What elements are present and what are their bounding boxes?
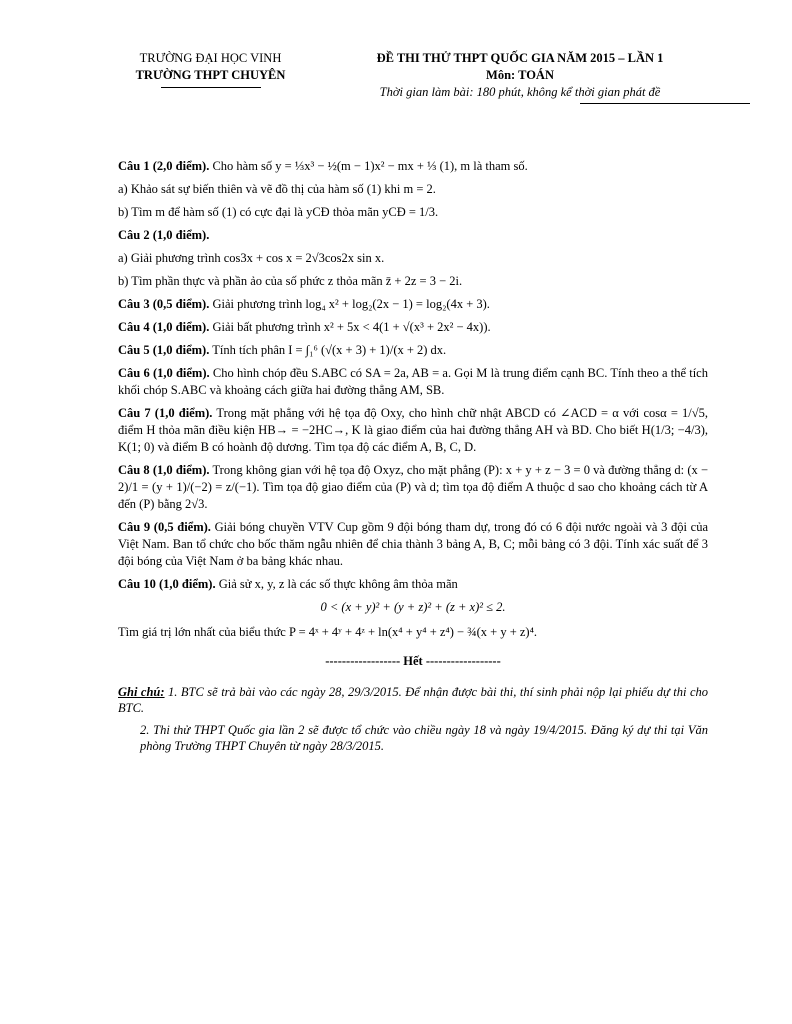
question-text: b) Tìm phần thực và phần ảo của số phức z thỏa mãn z̄ + 2z = 3 − 2i. [118, 274, 463, 288]
question-label: Câu 4 (1,0 điểm). [118, 320, 210, 334]
question-item [118, 319, 708, 336]
question-item [118, 250, 708, 267]
q10-task: Tìm giá trị lớn nhất của biểu thức P = 4ˣ + 4ʸ + 4ᶻ + ln(x⁴ + y⁴ + z⁴) − ¾(x + y + z)⁴. [118, 625, 538, 639]
question-label: Câu 2 (1,0 điểm). [118, 228, 210, 242]
question-label: Câu 6 (1,0 điểm). [118, 366, 210, 380]
note-2: 2. Thi thử THPT Quốc gia lần 2 sẽ được tổ chức vào chiều ngày 18 và ngày 19/4/2015. Đăng ký dự thi tại Văn phòng Trường THPT Chuyên từ ngày 28/3/2015. [140, 723, 708, 753]
question-text: Giả sử x, y, z là các số thực không âm thỏa mãn [215, 577, 458, 591]
notes-label: Ghi chú: [118, 685, 165, 699]
question-text: Giải bất phương trình x² + 5x < 4(1 + √(x³ + 2x² − 4x)). [209, 320, 491, 334]
end-mark: ------------------ Hết ------------------ [325, 654, 501, 668]
notes-section [118, 684, 708, 754]
note-1-text: 1. BTC sẽ trả bài vào các ngày 28, 29/3/2015. Để nhận được bài thi, thí sinh phải nộp lại phiếu dự thi cho BTC. [118, 685, 708, 715]
exam-title: ĐỀ THI THỬ THPT QUỐC GIA NĂM 2015 – LẦN 1 [376, 51, 664, 65]
question-text: Tính tích phân I = ∫₁⁶ (√(x + 3) + 1)/(x + 2) dx. [209, 343, 447, 357]
question-text: b) Tìm m để hàm số (1) có cực đại là yCĐ thỏa mãn yCĐ = 1/3. [118, 205, 439, 219]
question-text: Trong mặt phẳng với hệ tọa độ Oxy, cho hình chữ nhật ABCD có ∠ACD = α với cosα = 1/√5, điểm H thỏa mãn điều kiện HB→ = −2HC→, K là giao điểm của hai đường thẳng AH và BD. Cho biết H(1/3; −4/3), K(1; 0) và điểm B có hoành độ dương. Tìm tọa độ các điểm A, B, C, D. [118, 406, 708, 454]
question-item [118, 181, 708, 198]
note-1 [118, 684, 708, 716]
question-item [118, 227, 708, 244]
question-text: Cho hình chóp đều S.ABC có SA = 2a, AB = a. Gọi M là trung điểm cạnh BC. Tính theo a thể tích khối chóp S.ABC và khoảng cách giữa hai đường thẳng AM, SB. [118, 366, 708, 397]
question-label: Câu 5 (1,0 điểm). [118, 343, 210, 357]
question-item [118, 462, 708, 513]
question-text: Trong không gian với hệ tọa độ Oxyz, cho mặt phẳng (P): x + y + z − 3 = 0 và đường thẳng d: (x − 2)/1 = (y + 1)/(−2) = z/(−1). Tìm tọa độ giao điểm của (P) và d; tìm tọa độ điểm A thuộc d sao cho khoảng cách từ A đến (P) bằng 2√3. [118, 463, 708, 511]
question-label: Câu 10 (1,0 điểm). [118, 577, 216, 591]
exam-subject: Môn: TOÁN [486, 68, 554, 82]
question-label: Câu 7 (1,0 điểm). [118, 406, 213, 420]
question-list [118, 158, 708, 593]
question-label: Câu 3 (0,5 điểm). [118, 297, 210, 311]
exam-duration: Thời gian làm bài: 180 phút, không kể thời gian phát đề [379, 85, 661, 99]
question-item [118, 158, 708, 175]
school-name-university: TRƯỜNG ĐẠI HỌC VINH [139, 51, 282, 65]
question-text: Giải phương trình log₄ x² + log₂(2x − 1) = log₂(4x + 3). [209, 297, 490, 311]
question-item [118, 273, 708, 290]
question-item [118, 405, 708, 456]
question-text: a) Khảo sát sự biến thiên và vẽ đồ thị của hàm số (1) khi m = 2. [118, 182, 436, 196]
question-label: Câu 1 (2,0 điểm). [118, 159, 210, 173]
question-item [118, 519, 708, 570]
question-item [118, 576, 708, 593]
school-name-highschool: TRƯỜNG THPT CHUYÊN [135, 68, 286, 82]
question-text: Cho hàm số y = ⅓x³ − ½(m − 1)x² − mx + ⅓ (1), m là tham số. [209, 159, 528, 173]
question-text: Giải bóng chuyền VTV Cup gồm 9 đội bóng tham dự, trong đó có 6 đội nước ngoài và 3 đội của Việt Nam. Ban tổ chức cho bốc thăm ngẫu nhiên để chia thành 3 bảng A, B, C; mỗi bảng có 3 đội. Tính xác suất để 3 đội bóng của Việt Nam ở ba bảng khác nhau. [118, 520, 708, 568]
question-label: Câu 9 (0,5 điểm). [118, 520, 211, 534]
header-divider-left [161, 87, 261, 88]
question-item [118, 365, 708, 399]
question-item [118, 204, 708, 221]
q10-condition: 0 < (x + y)² + (y + z)² + (z + x)² ≤ 2. [320, 600, 506, 614]
question-item [118, 296, 708, 313]
exam-content [118, 158, 708, 760]
question-label: Câu 8 (1,0 điểm). [118, 463, 210, 477]
question-text: a) Giải phương trình cos3x + cos x = 2√3cos2x sin x. [118, 251, 385, 265]
school-header [118, 50, 303, 88]
exam-header [340, 50, 700, 104]
header-divider-right [580, 103, 750, 104]
question-item [118, 342, 708, 359]
